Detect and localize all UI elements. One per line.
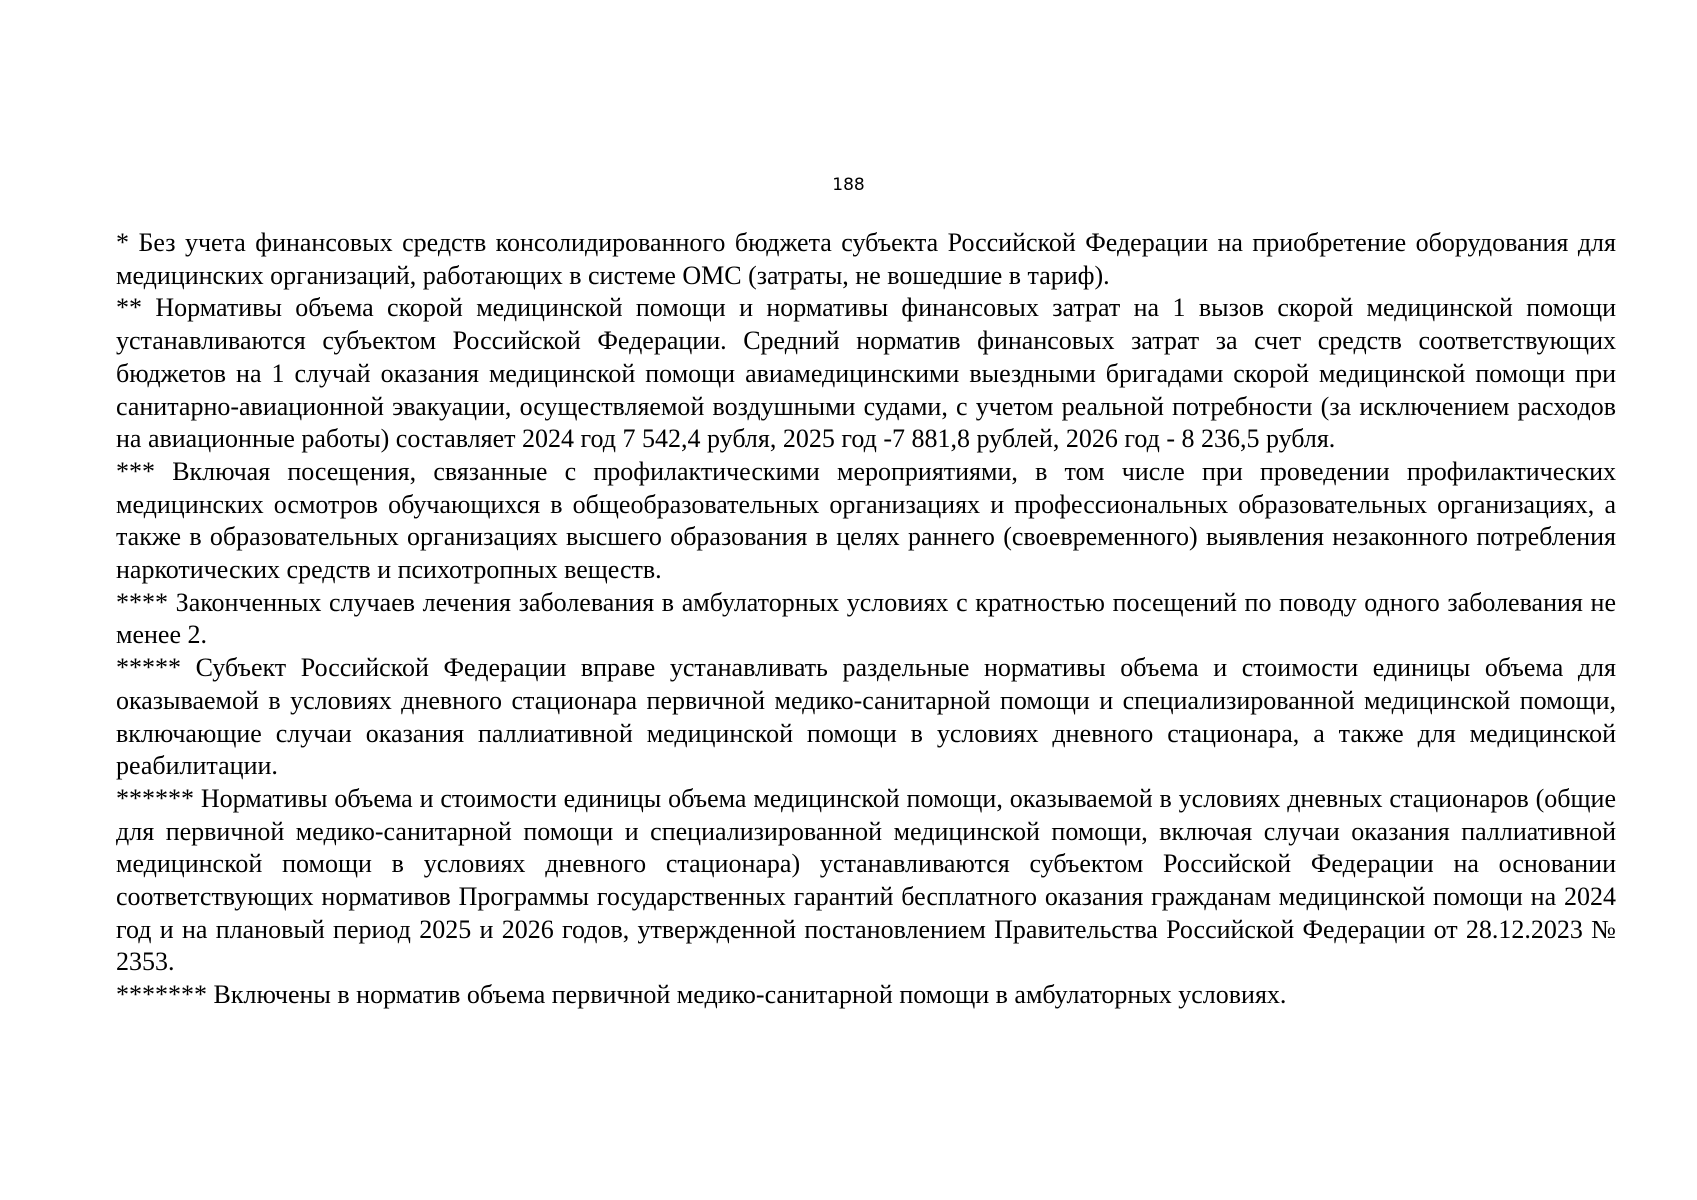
footnotes <box>116 227 1616 1012</box>
footnote-6: ****** Нормативы объема и стоимости единицы объема медицинской помощи, оказываемой в условиях дневных стационаров (общие для первичной медико-санитарной помощи и специализированной медицинской помощи, включая случаи оказания паллиативной медицинской помощи в условиях дневного стационара) устанавливаются субъектом Российской Федерации на основании соответствующих нормативов Программы государственных гарантий бесплатного оказания гражданам медицинской помощи на 2024 год и на плановый период 2025 и 2026 годов, утвержденной постановлением Правительства Российской Федерации от 28.12.2023 № 2353. <box>116 783 1616 977</box>
footnote-1: * Без учета финансовых средств консолидированного бюджета субъекта Российской Федерации на приобретение оборудования для медицинских организаций, работающих в системе ОМС (затраты, не вошедшие в тариф). <box>116 228 1616 290</box>
footnote-5: ***** Субъект Российской Федерации вправе устанавливать раздельные нормативы объема и стоимости единицы объема для оказываемой в условиях дневного стационара первичной медико-санитарной помощи и специализированной медицинской помощи, включающие случаи оказания паллиативной медицинской помощи в условиях дневного стационара, а также для медицинской реабилитации. <box>116 653 1616 781</box>
footnote-4: **** Законченных случаев лечения заболевания в амбулаторных условиях с кратностью посещений по поводу одного заболевания не менее 2. <box>116 587 1616 650</box>
page-number: 188 <box>832 175 865 195</box>
footnote-7: ******* Включены в норматив объема первичной медико-санитарной помощи в амбулаторных условиях. <box>116 980 1287 1010</box>
footnote-2: ** Нормативы объема скорой медицинской помощи и нормативы финансовых затрат на 1 вызов скорой медицинской помощи устанавливаются субъектом Российской Федерации. Средний норматив финансовых затрат за счет средств соответствующих бюджетов на 1 случай оказания медицинской помощи авиамедицинскими выездными бригадами скорой медицинской помощи при санитарно-авиационной эвакуации, осуществляемой воздушными судами, с учетом реальной потребности (за исключением расходов на авиационные работы) составляет 2024 год 7 542,4 рубля, 2025 год -7 881,8 рублей, 2026 год - 8 236,5 рубля. <box>116 293 1616 454</box>
footnote-3: *** Включая посещения, связанные с профилактическими мероприятиями, в том числе при проведении профилактических медицинских осмотров обучающихся в общеобразовательных организациях и профессиональных образовательных организациях, а также в образовательных организациях высшего образования в целях раннего (своевременного) выявления незаконного потребления наркотических средств и психотропных веществ. <box>116 456 1616 585</box>
